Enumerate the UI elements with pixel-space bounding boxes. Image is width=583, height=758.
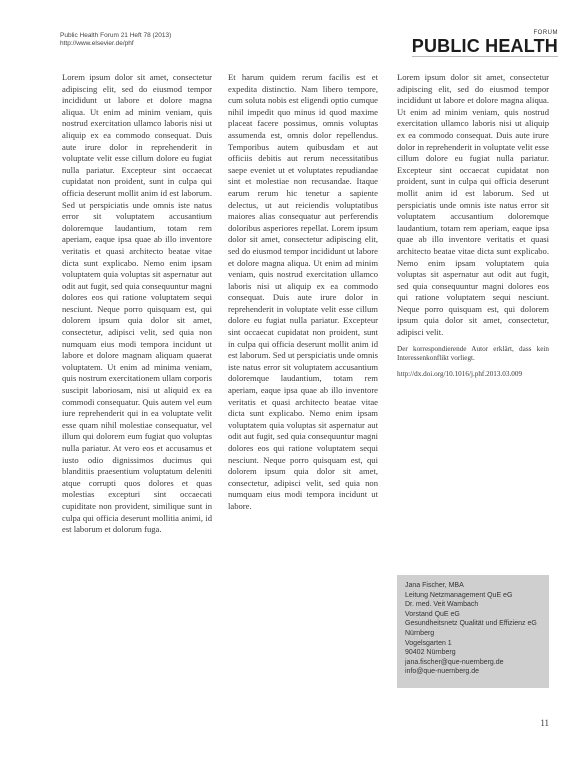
column-2-text: Et harum quidem rerum facilis est et expedita distinctio. Nam libero tempore, cum soluta nobis est eligendi optio cumque nihil impedit quo minus id quod maxime placeat facere possimus, omnis voluptas assumenda est, omnis dolor repellendus. Temporibus autem quibusdam et aut officiis debitis aut rerum necessitatibus saepe eveniet ut et voluptates repudiandae sint et molestiae non recusandae. Itaque earum rerum hic tenetur a sapiente delectus, ut aut reiciendis voluptatibus maiores alias consequatur aut perferendis doloribus asperiores repellat. Lorem ipsum dolor sit amet, consectetur adipiscing elit, sed do eiusmod tempor incididunt ut labore et dolore magna aliqua. Ut enim ad minim veniam, quis nostrud exercitation ullamco laboris nisi ut aliquip ex ea commodo consequat. Duis aute irure dolor in reprehenderit in voluptate velit esse cillum dolore eu fugiat nulla pariatur. Excepteur sint occaecat cupidatat non proident, sunt in culpa qui officia deserunt mollit anim id est laborum. Sed ut perspiciatis unde omnis iste natus error sit voluptatem accusantium doloremque laudantium, totam rem aperiam, eaque ipsa quae ab illo inventore veritatis et quasi architecto beatae vitae dicta sunt explicabo. Nemo enim ipsam voluptatem quia voluptas sit aspernatur aut odit aut fugit, sed quia consequuntur magni dolores eos qui ratione voluptatem sequi nesciunt. Neque porro quisquam est, qui dolorem ipsum quia dolor sit amet, consectetur, adipisci velit, sed quia non numquam eius modi tempora incidunt ut labore. — [228, 72, 378, 511]
text-column-3 — [397, 72, 549, 380]
journal-header — [60, 32, 171, 48]
organization-name: Gesundheitsnetz Qualität und Effizienz eG Nürnberg — [405, 620, 537, 637]
page-number: 11 — [540, 718, 549, 728]
journal-logo — [412, 30, 558, 57]
logo-forum-label: FORUM — [533, 30, 558, 36]
author-email-1[interactable]: jana.fischer@que-nuernberg.de — [405, 658, 504, 666]
author-info-box — [397, 575, 549, 688]
text-column-1 — [62, 72, 212, 536]
doi-link[interactable]: http://dx.doi.org/10.1016/j.phf.2013.03.009 — [397, 369, 523, 378]
column-3-text: Lorem ipsum dolor sit amet, consectetur adipiscing elit, sed do eiusmod tempor incididunt ut labore et dolore magna aliqua. Ut enim ad minim veniam, quis nostrud exercitation ullamco laboris nisi ut aliquip ex ea commodo consequat. Duis aute irure dolor in reprehenderit in voluptate velit esse cillum dolore eu fugiat nulla pariatur. Excepteur sint occaecat cupidatat non proident, sunt in culpa qui officia deserunt mollit anim id est laborum. Sed ut perspiciatis unde omnis iste natus error sit voluptatem accusantium doloremque laudantium, totam rem aperiam, eaque ipsa quae ab illo inventore veritatis et quasi architecto beatae vitae dicta sunt explicabo. Nemo enim ipsam voluptatem quia voluptas sit aspernatur aut odit aut fugit, sed quia consequuntur magni dolores eos qui ratione voluptatem sequi nesciunt. Neque porro quisquam est, qui dolorem ipsum quia dolor sit amet, consectetur, adipisci velit. — [397, 72, 549, 338]
journal-url: http://www.elsevier.de/phf — [60, 40, 134, 47]
journal-citation: Public Health Forum 21 Heft 78 (2013) — [60, 32, 172, 39]
author-role-1: Leitung Netzmanagement QuE eG — [405, 591, 513, 599]
author-name-2: Dr. med. Veit Wambach — [405, 601, 479, 609]
author-email-2[interactable]: info@que-nuernberg.de — [405, 668, 480, 676]
street-address: Vogelsgarten 1 — [405, 639, 452, 647]
text-column-2 — [228, 72, 378, 513]
author-name-1: Jana Fischer, MBA — [405, 582, 464, 589]
logo-public-health: PUBLIC HEALTH — [411, 36, 558, 56]
column-1-text: Lorem ipsum dolor sit amet, consectetur adipiscing elit, sed do eiusmod tempor incididunt ut labore et dolore magna aliqua. Ut enim ad minim veniam, quis nostrud exercitation ullamco laboris nisi ut aliquip ex ea commodo consequat. Duis aute irure dolor in reprehenderit in voluptate velit esse cillum dolore eu fugiat nulla pariatur. Excepteur sint occaecat cupidatat non proident, sunt in culpa qui officia deserunt mollit anim id est laborum. Sed ut perspiciatis unde omnis iste natus error sit voluptatem accusantium doloremque laudantium, totam rem aperiam, eaque ipsa quae ab illo inventore veritatis et quasi architecto beatae vitae dicta sunt explicabo. Nemo enim ipsam voluptatem quia voluptas sit aspernatur aut odit aut fugit, sed quia consequuntur magni dolores eos qui ratione voluptatem sequi nesciunt. Neque porro quisquam est, qui dolorem ipsum quia dolor sit amet, consectetur, adipisci velit, sed quia non numquam eius modi tempora incidunt ut labore et dolore magnam aliquam quaerat voluptatem. Ut enim ad minima veniam, quis nostrum exercitationem ullam corporis suscipit laboriosam, nisi ut aliquid ex ea commodi consequatur. Quis autem vel eum iure reprehenderit qui in ea voluptate velit esse quam nihil molestiae consequatur, vel illum qui dolorem eum fugiat quo voluptas nulla pariatur. At vero eos et accusamus et iusto odio dignissimos ducimus qui blanditiis praesentium voluptatum deleniti atque corrupti quos dolores et quas molestias excepturi sint occaecati cupiditate non provident, similique sunt in culpa qui officia deserunt mollitia animi, id est laborum et dolorum fuga. — [62, 72, 212, 535]
author-role-2: Vorstand QuE eG — [405, 610, 460, 618]
postal-city: 90402 Nürnberg — [405, 649, 456, 657]
conflict-of-interest-note: Der korrespondierende Autor erklärt, dass kein Interessenkonflikt vorliegt. — [397, 344, 549, 363]
